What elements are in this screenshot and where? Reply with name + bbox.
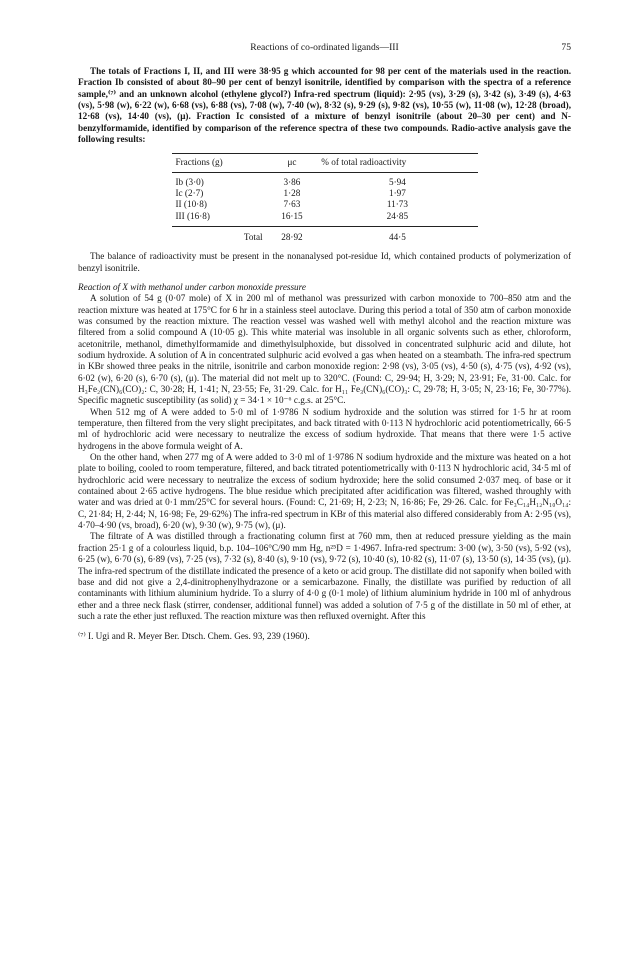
paragraph-balance: The balance of radioactivity must be present in the nonanalysed pot-residue Id, which contained products of polymerization of benzyl isonitrile. bbox=[78, 251, 571, 273]
radioactivity-table bbox=[172, 153, 478, 243]
table-cell: 16·15 bbox=[267, 211, 318, 227]
table-row bbox=[172, 199, 478, 210]
footnote: ⁽⁷⁾ I. Ugi and R. Meyer Ber. Dtsch. Chem. Ges. 93, 239 (1960). bbox=[78, 631, 310, 642]
table-row bbox=[172, 188, 478, 199]
col-header-radioactivity: % of total radioactivity bbox=[317, 154, 477, 172]
table-cell: Ib (3·0) bbox=[175, 176, 204, 187]
table-row bbox=[172, 172, 478, 188]
table-cell: 1·97 bbox=[388, 188, 406, 199]
paragraph-titration-2: On the other hand, when 277 mg of A were added to 3·0 ml of 1·9786 N sodium hydroxide and the mixture was heated on a hot plate to boiling, cooled to room temperature, filtered, and back titrated potentiometrically with 0·113 N hydrochloric acid, 34·5 ml of hydrochloric acid were necessary to neutralize the excess of sodium hydroxide; here the solid consumed 2·037 meq. of base or it contained about 2·65 active hydrogens. The blue residue which precipitated after acidification was filtered, washed throughly with water and was dried at 0·1 mm/25°C for several hours. (Found: C, 21·69; H, 2·23; N, 16·86; Fe, 29·26. Calc. for Fe₃C₁₄H₁₂N₁₀O₁₄: C, 21·84; H, 2·44; N, 16·98; Fe, 29·62%) The infra-red spectrum in KBr of this material also differed considerably from A: 2·95 (vs), 4·70–4·90 (vs, broad), 6·20 (w), 9·30 (w), 9·75 (w), (μ). bbox=[78, 452, 571, 531]
col-header-uc: μc bbox=[267, 154, 318, 172]
paragraph-fractions: The totals of Fractions I, II, and III were 38·95 g which accounted for 98 per cent of the materials used in the reaction. Fraction Ib consisted of about 80–90 per cent of benzyl isonitrile, identified by comparison with the spectra of a reference sample,⁽⁷⁾ and an unknown alcohol (ethylene glycol?) Infra-red spectrum (liquid): 2·95 (vs), 3·29 (s), 3·42 (s), 3·49 (s), 4·63 (vs), 5·98 (w), 6·22 (w), 6·68 (vs), 6·88 (vs), 7·08 (w), 7·40 (w), 8·32 (s), 9·29 (s), 9·82 (vs), 10·55 (w), 11·08 (w), 12·28 (broad), 12·68 (vs), 14·40 (vs), (μ). Fraction Ic consisted of a mixture of benzyl isonitrile (about 20–30 per cent) and N-benzylformamide, identified by comparison of the reference spectra of these two compounds. Radio-active analysis gave the following results: bbox=[78, 66, 571, 145]
table-cell: 11·73 bbox=[386, 199, 408, 210]
table-cell: 5·94 bbox=[388, 176, 406, 187]
paragraph-distillation: The filtrate of A was distilled through a fractionating column first at 760 mm, then at reduced pressure yielding as the main fraction 25·1 g of a colourless liquid, b.p. 104–106°C/90 mm Hg, n²⁵D = 1·4967. Infra-red spectrum: 3·00 (w), 3·50 (vs), 5·92 (vs), 6·25 (w), 6·70 (s), 6·89 (vs), 7·25 (vs), 7·32 (s), 8·40 (s), 9·10 (vs), 9·72 (s), 10·40 (s), 10·82 (s), 11·07 (s), 13·50 (s), 14·35 (vs), (μ). The infra-red spectrum of the distillate indicated the presence of a keto or acid group. The distillate did not saponify when boiled with base and did not give a 2,4-dinitrophenylhydrazone or a semicarbazone. Finally, the distillate was purified by reduction of all contaminants with lithium aluminium hydride. To a slurry of 4·0 g (0·1 mole) of lithium aluminium hydride in 100 ml of anhydrous ether and a three neck flask (stirrer, condenser, additional funnel) was added a solution of 7·5 g of the distillate in 50 ml of ether, at such a rate the ether just refluxed. The reaction mixture was then refluxed overnight. After this bbox=[78, 531, 571, 621]
table-total-row bbox=[172, 226, 478, 243]
paragraph-titration-1: When 512 mg of A were added to 5·0 ml of 1·9786 N sodium hydroxide and the solution was stirred for 1·5 hr at room temperature, then filtered from the very slight precipitates, and back titrated with 0·113 N hydrochloric acid potentiometrically, 66·5 ml of hydrochloric acid were necessary to neutralize the excess of sodium hydroxide. That means that there were 1·5 active hydrogens in the above formula weight of A. bbox=[78, 406, 571, 451]
running-header bbox=[78, 42, 571, 66]
table-cell: 24·85 bbox=[317, 211, 477, 227]
table-cell: Ic (2·7) bbox=[175, 188, 204, 199]
total-uc: 28·92 bbox=[281, 231, 303, 242]
running-title: Reactions of co-ordinated ligands—III bbox=[250, 42, 399, 53]
total-pct: 44·5 bbox=[388, 231, 406, 242]
table-cell: II (10·8) bbox=[175, 199, 207, 210]
table-row bbox=[172, 211, 478, 227]
table-cell: 7·63 bbox=[283, 199, 301, 210]
page-number: 75 bbox=[561, 42, 571, 53]
total-label: Total bbox=[243, 231, 263, 242]
col-header-fractions: Fractions (g) bbox=[172, 154, 267, 172]
table-cell: III (16·8) bbox=[172, 211, 267, 227]
section-heading: Reaction of X with methanol under carbon monoxide pressure bbox=[78, 281, 306, 292]
table-cell: 1·28 bbox=[283, 188, 301, 199]
table-cell: 3·86 bbox=[283, 176, 301, 187]
paragraph-methanol-reaction: A solution of 54 g (0·07 mole) of X in 200 ml of methanol was pressurized with carbon monoxide to 700–850 atm and the reaction mixture was heated at 175°C for 6 hr in a stainless steel autoclave. During this period a total of 350 atm of carbon monoxide was consumed by the reaction mixture. The reaction vessel was washed well with methyl alcohol and the reaction mixture was filtered from a solid compound A (10·05 g). This white material was insoluble in all organic solvents such as ether, chloroform, acetonitrile, methanol, dimethylformamide and dimethylsulphoxide, but dissolved in concentrated sulphuric acid and dilute, hot sodium hydroxide. A solution of A in concentrated sulphuric acid evolved a gas when heated on a steambath. The infra-red spectrum in KBr showed three peaks in the nitrile, isonitrile and carbon monoxide region: 2·98 (vs), 3·05 (vs), 4·50 (s), 4·75 (vs), 4·92 (vs), 6·02 (w), 6·20 (s), 6·70 (s), (μ). The material did not melt up to 320°C. (Found: C, 29·94; H, 3·29; N, 23·91; Fe, 31·00. Calc. for H₃Fe₂(CN)₆(CO)₂: C, 30·28; H, 1·41; N, 23·55; Fe, 31·29. Calc. for H₁₁ Fe₃(CN)₆(CO)₃: C, 29·78; H, 3·05; N, 23·16; Fe, 30·77%). Specific magnetic susceptibility (as solid) χ = 34·1 × 10⁻⁶ c.g.s. at 25°C. bbox=[78, 293, 571, 406]
